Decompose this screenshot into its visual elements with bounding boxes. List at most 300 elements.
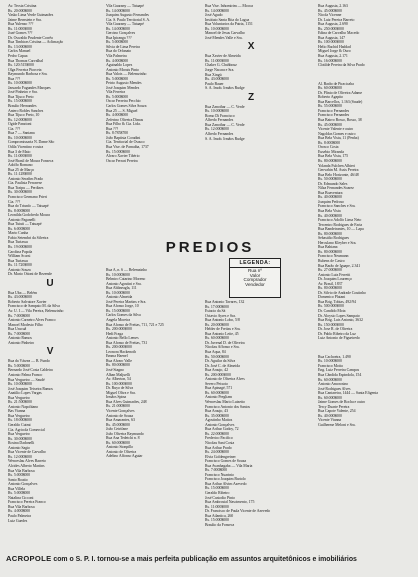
listing-line: Rua Xingú: [205, 72, 222, 77]
listing-line: Leonora Hackenoth: [106, 349, 136, 354]
listing-line: Rua Bandeirantes, 10 — Lapa: [318, 227, 364, 232]
listing-line: Chaker G. Chahbouz: [205, 63, 237, 68]
listing-line: Rs. 4:000$000: [106, 58, 129, 63]
listing-line: Paulo Bauer: [205, 81, 224, 86]
listing-line: Rua Urucuã: [8, 327, 27, 332]
listing-line: Rs. 11:000$000: [8, 26, 32, 31]
listing-line: Rua Vise. Inhomirim — Mooca: [205, 4, 253, 8]
listing-line: Antonio Souza: [8, 267, 31, 272]
listing-line: Rua Tijuco Preto: [8, 94, 34, 99]
listing-line: João Oliveira Raymundo: [106, 431, 144, 436]
listing-line: Rs. 10:000$000: [106, 290, 130, 295]
listing-line: Rua Belo Horizonte, 46/48: [318, 172, 359, 177]
listing-line: Rs. 4:000$000: [8, 509, 31, 514]
listing-line: Rs. 50:000$000: [205, 354, 229, 359]
listing-line: Francisco Neumann: [318, 254, 349, 259]
listing-line: Antonio Carneiro Alves Franco: [8, 318, 56, 323]
listing-line: Alfredo Fernandes: [205, 118, 234, 123]
listing-line: Cia. Territorial de Osasco: [106, 140, 145, 145]
listing-line: Rua Alves Guimarães, 248: [106, 399, 147, 404]
listing-line: Rs. 60:000$000: [205, 336, 229, 341]
listing-line: Antonio Ramos: [8, 336, 32, 341]
listing-line: Av. U. I — Vila Pereira, Belemzinho: [8, 309, 64, 313]
listing-line: Yolanda Fulchen Albieri: [318, 163, 355, 168]
tagline-text: com o S. P. I. tornou-se a mais perfeita publicação em assuntos arquitetônicos e imobiliários: [53, 556, 357, 563]
listing-line: José Custodio Pinto: [205, 495, 235, 500]
listing-line: Antonio Agostini e Sra.: [106, 281, 142, 286]
listing-line: Francisco Adolfo Lima Neto: [318, 218, 362, 223]
listing-line: Rs. 120:515$000: [8, 63, 34, 68]
listing-line: Severo Peixoto: [205, 381, 228, 386]
listing-line: Rs. 11:000$000: [205, 58, 229, 63]
listing-line: Rs. 5:000$000: [106, 94, 129, 99]
listing-line: Rua ???: [8, 76, 21, 81]
listing-line: Rua Aqua, 84: [205, 350, 226, 355]
listing-line: Alvaro Xavier Tibério: [106, 154, 140, 159]
listing-line: Natalina Cicconi: [8, 495, 34, 500]
listing-line: Francisco Germano Prieri: [8, 194, 47, 199]
listing-line: Rua Vise. de Parnaíba, 1737: [106, 144, 149, 149]
listing-line: Helio Rachid Haddad: [318, 44, 351, 49]
listing-line: Dr. José C. de Almeida: [205, 363, 240, 368]
listing-line: Rs. 50:000$000: [318, 177, 342, 182]
listing-line: Rua Vila Barbosa: [8, 504, 35, 509]
listing-line: Joaé Gomes ???: [8, 31, 33, 36]
listing-line: Rs. 80:000$000: [318, 286, 342, 291]
listing-line: Antonio Amorosino: [318, 382, 349, 387]
listing-line: Zeferino Oliveira Dimas: [106, 117, 144, 122]
listing-line: Francisco Pereira Franco: [8, 500, 46, 505]
listing-line: Elvia Goldengreiner: [205, 454, 236, 459]
listing-line: Cia. ???: [8, 126, 21, 131]
listing-line: Olga Ferreira Piorceta: [8, 67, 42, 72]
listing-line: Rs. 10:000$000: [205, 109, 229, 114]
listing-line: Rs. 20:000$000: [8, 8, 32, 13]
legend-title: LEGENDA:: [230, 259, 280, 268]
listing-line: Odila Vicentino e outra: [8, 144, 44, 149]
listing-line: Helder de Freitas e Sra.: [205, 327, 241, 332]
listing-line: Adolfo Romano: [8, 163, 33, 168]
listing-line: Rs. 45:000$000: [106, 422, 130, 427]
listing-line: Rs. 5:000$000: [106, 40, 129, 45]
listing-line: Rua Amarantes, 63: [106, 418, 135, 423]
listing-line: Rs. 500:000$000: [318, 304, 344, 309]
legend-item: Rua nº: [248, 268, 262, 273]
listing-line: Wenceslau Alves Barreto: [8, 459, 47, 464]
listing-line: Rs. 30:000$000: [8, 190, 32, 195]
listing-line: Rs. 8:000$000: [8, 208, 31, 213]
listing-line: Rua Bela Vista, 175: [318, 154, 349, 159]
listing-line: Cia. ???: [8, 199, 21, 204]
listing-line: Francisco de Sampaio M. da Silva: [8, 304, 60, 309]
listing-line: Geovahin M. Assis Pereira: [318, 168, 359, 173]
listing-line: Rua Vergueiro: [8, 395, 30, 400]
listing-line: Rs. 100:000$000: [106, 381, 132, 386]
listing-line: Rs. 60:000$000: [106, 440, 130, 445]
listing-line: Rs. 20:000$000: [205, 322, 229, 327]
listing-line: Antonio Bello Lemes: [106, 336, 139, 341]
listing-line: José Joaquim Mendes: [106, 85, 140, 90]
listing-line: Antonio Paganelli: [8, 217, 36, 222]
listing-line: Nagoldas Gomes e outro: [318, 131, 356, 136]
listing-line: Rua Alvaro Valle: [106, 358, 132, 363]
listing-line: Cia. Agricola Comercial: [8, 427, 45, 432]
listing-line: José Joaquim Teixeira Ramos: [8, 386, 53, 391]
listing-line: Al. Barão de Piracicaba: [318, 81, 354, 86]
listing-line: Rua Ana Tedetchi n. 8: [106, 436, 140, 441]
listing-line: Antonio Sagio: [8, 445, 30, 450]
listing-line: Rs. 21:500$000: [8, 400, 32, 405]
listing-line: Rs. 40:000$000: [318, 213, 342, 218]
listing-line: Cia. Paulista Ferrarese: [8, 181, 42, 186]
listing-line: Rua Filho & Cia. Ltda.: [106, 122, 141, 127]
listing-line: Rua Antonio Lobo, 5/8: [205, 318, 240, 323]
listing-line: Angela Moreira: [106, 318, 131, 323]
listing-line: Rs. 12:000$000: [8, 117, 32, 122]
listing-line: Rua 25 de Março: [8, 167, 35, 172]
column-predios-a: [106, 268, 204, 552]
listing-line: Rua 25 — S. Miguel: [106, 108, 138, 113]
listing-line: Luiz Guedes: [8, 518, 28, 523]
listing-line: Rua Turiassu: [8, 258, 28, 263]
listing-line: Rua Augusta, 2.690: [318, 22, 348, 27]
listing-line: Gercino Gonçalves: [106, 31, 136, 36]
listing-line: Vicente Vianna: [318, 418, 342, 423]
listing-line: Nicolau Sani Costa: [205, 440, 235, 445]
listing-line: Vila Guarany — Tatuapé: [106, 22, 144, 27]
listing-line: Rs. 45:000$000: [318, 8, 342, 13]
listing-line: Dr. Oswaldo Prudente Corrêa: [8, 35, 53, 40]
listing-line: Rua Augusta, 2.163: [318, 4, 348, 8]
listing-line: Rs. 15:000$000: [106, 308, 130, 313]
listing-line: Vila Guarany — Tatuapé: [106, 4, 144, 8]
listing-line: Instituto Santa Rita do Lagoa: [205, 17, 250, 22]
listing-line: Rs. 14:000$000: [205, 8, 229, 13]
listing-line: Eng. Luiz Ferreira Campos: [318, 368, 360, 373]
listing-line: Rs. 11:000$000: [8, 154, 32, 159]
listing-line: Rs. 35:000$000: [205, 413, 229, 418]
listing-line: Antonio Gonçalves: [205, 422, 235, 427]
listing-line: Antonio Stonpillo: [106, 445, 134, 450]
listing-line: Dr. Mario Ottoni de Rezende: [8, 272, 52, 277]
listing-line: Petrio Augusto Mendes: [106, 81, 142, 86]
listing-line: Rua Capote Valente, 254: [318, 409, 356, 414]
listing-line: Dr. Edmundo Sales: [318, 181, 348, 186]
column-2: [106, 4, 188, 239]
listing-line: Eusebio Miranda: [318, 149, 344, 154]
listing-line: Rua Bela Vista, 11 (Penha): [318, 136, 359, 141]
listing-line: Geraldo Ribeiro: [205, 490, 230, 495]
listing-line: Rua Vergueiro: [8, 413, 30, 418]
listing-line: Adelino Affonso Aguiar: [106, 454, 143, 459]
listing-line: Mario Cunha: [8, 231, 29, 236]
listing-line: Dr. Ruyo de Silva: [106, 386, 134, 391]
listing-line: Rua Araujo, 42: [205, 368, 228, 373]
listing-line: Rua Thomaz Carvalhal: [8, 58, 44, 63]
listing-line: Rua Timbiras Cristina — Aclimação: [8, 40, 64, 45]
listing-line: Rs. 45:000$000: [318, 122, 342, 127]
footer-tagline: [6, 554, 414, 563]
listing-line: Nicolau Affonso e Sra.: [205, 345, 240, 350]
listing-line: Dr. Aloysio Lopes Sampaio: [318, 313, 360, 318]
listing-line: Geraldo Cutmi: [8, 423, 31, 428]
listing-line: Rua Antonio Tavares, 132: [205, 300, 245, 304]
listing-line: Bas Vianna: [8, 409, 26, 414]
listing-line: Rua Cândida Espindola, 154: [318, 373, 362, 378]
listing-line: Vila Ferreira: [106, 90, 126, 95]
listing-line: Francisco Antonio dos Santos: [205, 404, 250, 409]
listing-line: Domenico Platani: [318, 295, 346, 300]
listing-line: Tercentro Rodrigues de Faria: [318, 222, 363, 227]
listing-line: Rs. 22:000$000: [205, 431, 229, 436]
listing-line: Rs. 60:000$000: [205, 390, 229, 395]
listing-line: Rs. 30:000$000: [8, 436, 32, 441]
listing-line: Rs. 10:000$000: [8, 81, 32, 86]
listing-line: Rs. 150:000$000: [318, 322, 344, 327]
listing-line: Antonio Pregliam: [205, 395, 232, 400]
listing-line: Rs. 12:000$000: [8, 454, 32, 459]
listing-line: Braulio da Fonseca: [205, 522, 235, 527]
listing-line: Rua Afonso de Freitas, 731: [106, 340, 148, 345]
legend-item: Valor: [249, 272, 261, 278]
listing-line: Rua Antonio Leite, 45: [205, 331, 239, 336]
listing-line: Romo Di Francisco: [205, 113, 235, 118]
listing-line: Tercy Duarte Pereira: [318, 404, 350, 409]
listing-line: Rs. 16:000$000: [318, 58, 342, 63]
listing-line: Rua Traipu — Perdizes: [8, 185, 44, 190]
listing-line: Jaruardo Fagundes Marques: [8, 85, 51, 90]
listing-line: Roberto Salvatore Xavier: [8, 299, 47, 304]
listing-line: Luiz Antonio de Figueiredo: [318, 336, 360, 341]
listing-line: Leonilda Godofredo Moura: [8, 213, 50, 218]
column-4: [318, 4, 414, 552]
listing-line: Rs. 8:000$000: [318, 140, 341, 145]
listing-line: Rs. 10:000$000: [8, 135, 32, 140]
listing-line: Wenceslau Mario Luizetto: [205, 400, 245, 405]
listing-line: João Baptista Coradini: [106, 135, 141, 140]
letter-heading: Z: [247, 91, 255, 103]
listing-line: Antonio de Oliveira: [106, 449, 137, 454]
listing-line: Rs. 40:000$000: [318, 195, 342, 200]
listing-line: Antonio Luiz Ferretti: [318, 272, 351, 277]
brand-name: ACROPOLE: [6, 554, 52, 563]
listing-line: Antonio Napolitano: [8, 404, 39, 409]
listing-line: Rua Brig. Luis Antonio, 3632: [318, 318, 363, 323]
listing-line: Vicente Valente e outro: [318, 127, 354, 132]
listing-line: Santo Boatto: [8, 477, 28, 482]
listing-line: Herculano Kleyber e Sra.: [318, 240, 357, 245]
listing-line: Rs. 21:000$000: [106, 404, 130, 409]
listing-line: Rs. 60:000$000: [318, 395, 342, 400]
listing-line: Manoel Modesto Filho: [8, 322, 43, 327]
listing-line: Rs. 200:000$000: [106, 327, 132, 332]
listing-line: Rua Barão de Iguape, 2.341: [318, 263, 361, 268]
listing-line: Antonio Pinheiro: [8, 340, 35, 345]
listing-line: Antonio Almeida: [106, 295, 133, 300]
listing-line: Manoel de Jesus Carvalho: [205, 31, 245, 36]
listing-line: Rua Araujo, 43: [205, 409, 228, 414]
listing-line: Vasko Lima Verde Guimarães: [8, 13, 54, 18]
listing-line: Rua 3 de Maio: [8, 149, 31, 154]
listing-line: Francisco Fernandes: [318, 113, 350, 118]
listing-line: Alban Maljuelli: [106, 372, 130, 377]
listing-line: Rs. 24:000$000: [205, 450, 229, 455]
listing-line: Antonio de Oliveira Alves: [205, 377, 245, 382]
column-1: [8, 4, 92, 552]
listing-line: Rs. 7:000$000: [8, 313, 31, 318]
listing-line: José Agudo: [205, 13, 223, 18]
listing-line: Rua Brig. Tobias, 492/94: [318, 299, 356, 304]
listing-line: Edina de Carvalho Macedo: [318, 31, 360, 36]
listing-line: Carlos Gomes Silva Souza: [106, 104, 147, 109]
listing-line: Dr. Jose R. de Oliveira: [318, 327, 353, 332]
listing-line: Rs. 5:000$000: [8, 491, 31, 496]
listing-line: Rua Yulenzo ???: [8, 22, 34, 27]
listing-line: Rs. 15:000$000: [8, 99, 32, 104]
listing-line: Rs. 80:000$000: [318, 231, 342, 236]
listing-line: Rua da Várzea — B. Fundo: [8, 359, 50, 364]
listing-line: Rua Barcellos, 1.163 (Saude): [318, 99, 363, 104]
listing-line: Rua Uba — Belém: [8, 290, 37, 295]
listing-line: Rs. 43:000$000: [205, 77, 229, 82]
listing-line: Rs. 10:000$000: [318, 359, 342, 364]
listing-line: Rua Bahiana: [318, 245, 338, 250]
listing-line: Rua Arthur Alvim Azevedo: [205, 481, 247, 486]
listing-line: Rs. 14:000$000: [106, 8, 130, 13]
spacer: [318, 68, 414, 82]
listing-line: Rs. 11:720$000: [8, 263, 32, 268]
listing-line: Silvia de Lima Pereira: [106, 44, 140, 49]
listing-line: Fabio Setembri da Silveira: [8, 235, 49, 240]
listing-line: Cia. S. Paulo Territorial S. A.: [106, 17, 151, 22]
listing-line: Rs. 7:000$000: [8, 331, 31, 336]
listing-line: Rua Atlantica, 260: [205, 513, 234, 518]
listing-line: Alfredo Fernandes: [205, 132, 234, 137]
listing-line: Guilherme Meloni e Sra.: [318, 423, 356, 428]
listing-line: Rua A, n. 6 — Belemzinho: [106, 268, 148, 272]
listing-line: Rs. 11:000$000: [205, 504, 229, 509]
listing-line: Rs. 19:000$000: [8, 244, 32, 249]
section-title: PREDIOS: [165, 239, 255, 256]
listing-line: Rs. 80:000$000: [318, 158, 342, 163]
listing-line: Rua Bela Vista: [318, 208, 341, 213]
listing-line: Orosco Costa: [318, 145, 339, 150]
listing-line: Francisco Sanches e Sra.: [318, 204, 356, 209]
listing-line: Rua 7 — Santana: [8, 131, 35, 136]
listing-line: Rs. 40:000$000: [318, 413, 342, 418]
listing-line: Raymundo Barbosa e Sra.: [8, 72, 48, 77]
listing-line: Av. Brasil, 1837: [318, 281, 343, 286]
listing-line: Nicola Vicenne: [318, 13, 342, 18]
listing-line: Rs. 8:785$700: [106, 131, 129, 136]
listing-line: Rs. 5:000$000: [8, 363, 31, 368]
listing-line: Jorge Nacara e Sra.: [205, 68, 235, 73]
listing-line: Compromissaria N. Dame São: [8, 140, 55, 145]
listing-line: Estacio da Sá: [205, 309, 226, 314]
listing-line: Rs. 80:000$000: [106, 363, 130, 368]
listing-line: Rua Vergueiro — Saudé: [8, 377, 45, 382]
listing-line: José Pinheiro e Sra.: [8, 90, 38, 95]
listing-line: Rs. 200:000$000: [205, 372, 231, 377]
listing-line: Rua Arthur Godoy, 72: [205, 427, 239, 432]
listing-line: Rs. 43:000$000: [8, 295, 32, 300]
listing-line: Rs. 100:000$000: [318, 40, 344, 45]
listing-line: Rua Ambrosial Nascimento, 175: [205, 500, 255, 505]
listing-line: Rua Afonso de Freitas, 711, 721 e 725: [106, 322, 164, 327]
listing-line: Paulo Palmeira: [8, 513, 31, 518]
listing-line: Frederico Pacifico: [205, 436, 233, 441]
listing-line: Agostinho Mattos: [205, 418, 233, 423]
listing-line: Rs. 10:000$000: [205, 26, 229, 31]
listing-line: Irmãos Spina: [106, 395, 127, 400]
listing-line: Rua Tuiuti — Tatuapé: [8, 222, 42, 227]
listing-line: Av. Alberton, 54: [106, 377, 131, 382]
listing-line: Rs. 60:000$000: [318, 377, 342, 382]
listing-line: Ogide Panzioni: [8, 122, 32, 127]
listing-line: Rua Vergueiro: [8, 432, 30, 437]
listing-line: Rua do Triunfo — Tatuapé: [8, 204, 49, 209]
listing-line: Jaime Gomes de Rocha e outro: [318, 400, 366, 405]
listing-line: Anatilio Lopes Vargas: [8, 391, 42, 396]
listing-line: José Rodrigues Alves: [318, 386, 351, 391]
listing-line: Rua Villela: [8, 486, 25, 491]
listing-line: Joaquim Augusto Fernandes: [106, 13, 149, 18]
listing-line: Francisco Nuarinio: [205, 472, 235, 477]
listing-line: Antonio Serafim Prado: [8, 176, 44, 181]
listing-line: Rua Xavier de Almeida: [205, 54, 241, 59]
listing-line: Rua Ipiranga ???: [106, 35, 132, 40]
listing-line: Rubens de Castro: [318, 258, 345, 263]
listing-line: S. A. Imob. Irmãos Rudge: [205, 136, 245, 141]
listing-line: Aguinaldo Lopes: [106, 63, 133, 68]
listing-line: Rua Voluntarios da Patria, 1151: [205, 22, 253, 27]
listing-line: Rua Vila Barbosa: [8, 468, 35, 473]
letter-heading: U: [46, 277, 54, 289]
listing-line: Rs. 17:000$000: [205, 304, 229, 309]
listing-line: Dr. Joaquim Lourenço: [318, 277, 352, 282]
listing-line: Miguel Jorge & Ouro: [318, 49, 351, 54]
listing-line: Alcides Alberto Martins: [8, 463, 45, 468]
listing-line: José Mendes Valle e Sra.: [205, 35, 243, 40]
listing-line: Clotilde Pereira da Silva Prado: [318, 63, 365, 68]
listing-line: Rosina Dadonelli: [8, 441, 35, 446]
listing-line: Nilza Fernandes Soarez: [318, 186, 354, 191]
listing-line: Rs. 27:000$000: [318, 268, 342, 273]
listing-line: Braulio Hernandes: [8, 104, 37, 109]
listing-line: Hedi Fraga: [106, 331, 123, 336]
listing-line: Francisco Joaquim Bartolo: [205, 477, 246, 482]
listing-line: Rua Afonso Jorge, 10: [106, 304, 139, 309]
listing-line: Rs. 7:000$000: [205, 468, 228, 473]
listing-line: Rs. 12:000$000: [205, 127, 229, 132]
listing-line: Joaquim Pedroso: [318, 199, 344, 204]
listing-line: Rua do Orfanato: [106, 49, 132, 54]
listing-line: Rs. 11:128$000: [8, 172, 32, 177]
listing-line: Belmiro Catarino Moreno: [106, 277, 146, 282]
listing-line: Vila Palmeira: [106, 54, 127, 59]
listing-line: Antonio Palma Franco: [8, 373, 43, 378]
listing-line: Av. Tecsta Cristina: [8, 4, 37, 8]
listing-line: Carolina Papola: [8, 249, 33, 254]
listing-line: Rua ???: [106, 126, 119, 131]
listing-line: Rua Augusta, 147: [318, 35, 345, 40]
listing-line: Rua Apinagé, 571: [205, 386, 233, 391]
listing-line: Dr. Juvenal D. de Oliveira: [205, 340, 245, 345]
column-3: [205, 4, 297, 239]
letter-heading: V: [46, 346, 54, 358]
listing-line: Rs. 60:000$000: [318, 86, 342, 91]
listing-line: Rua Boaventura: [318, 190, 343, 195]
